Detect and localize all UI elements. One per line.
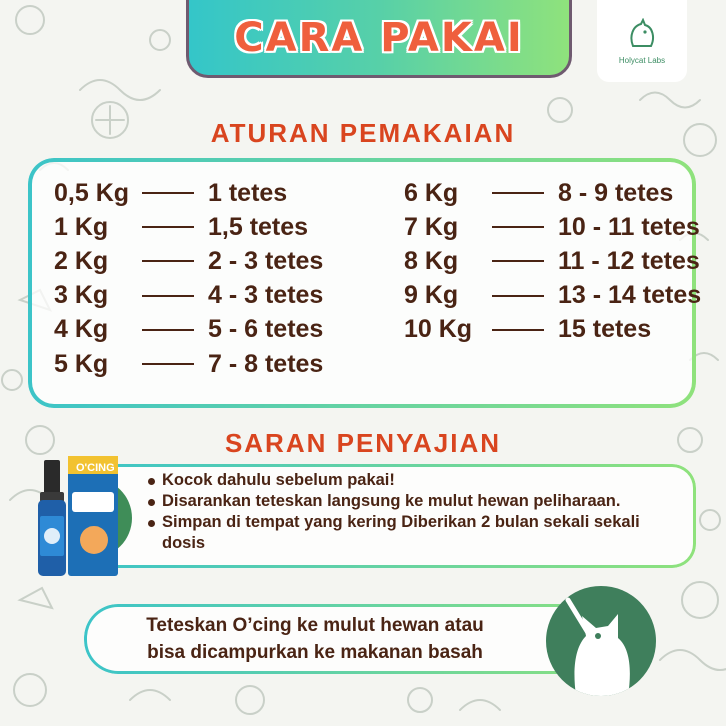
- dosage-weight: 10 Kg: [404, 315, 473, 344]
- dosage-drops: 1 tetes: [208, 178, 288, 207]
- brand-name: Holycat Labs: [618, 55, 666, 65]
- dosage-separator: [142, 329, 194, 331]
- dosage-row: [54, 244, 323, 278]
- brand-logo: [597, 0, 687, 82]
- dosage-drops: 4 - 3 tetes: [208, 281, 324, 310]
- dosage-separator: [142, 260, 194, 262]
- dosage-drops: 11 - 12 tetes: [558, 246, 700, 275]
- dosage-separator: [142, 295, 194, 297]
- dosage-weight: 8 Kg: [404, 246, 459, 275]
- dosage-weight: 2 Kg: [54, 246, 109, 275]
- header-banner: [186, 0, 572, 78]
- dosage-weight: 0,5 Kg: [54, 178, 130, 207]
- dosage-row: [404, 244, 701, 278]
- dosage-drops: 8 - 9 tetes: [558, 178, 674, 207]
- dosage-row: [54, 279, 323, 313]
- dosage-drops: 1,5 tetes: [208, 212, 309, 241]
- dosage-drops: 15 tetes: [558, 315, 652, 344]
- dosage-row: [54, 176, 323, 210]
- dosage-row: [404, 176, 701, 210]
- cat-logo-icon: [625, 18, 659, 52]
- dosage-separator: [492, 295, 544, 297]
- dosage-drops: 10 - 11 tetes: [558, 212, 700, 241]
- dosage-drops: 5 - 6 tetes: [208, 315, 324, 344]
- dosage-row: [54, 347, 323, 381]
- dosage-separator: [492, 192, 544, 194]
- dosage-row: [404, 210, 701, 244]
- list-item: Simpan di tempat yang kering Diberikan 2 bulan sekali sekali dosis: [146, 512, 686, 554]
- usage-note-line1: Teteskan O’cing ke mulut hewan atau: [146, 615, 484, 636]
- dosage-separator: [142, 226, 194, 228]
- dosage-separator: [492, 260, 544, 262]
- dosage-row: [404, 279, 701, 313]
- page-title: CARA PAKAI: [234, 15, 524, 61]
- cat-drinking-icon: [546, 586, 656, 696]
- list-item: Disarankan teteskan langsung ke mulut hewan peliharaan.: [146, 491, 686, 512]
- dosage-separator: [142, 363, 194, 365]
- cat-illustration: [546, 586, 656, 696]
- dosage-drops: 7 - 8 tetes: [208, 349, 324, 378]
- dosage-weight: 1 Kg: [54, 212, 109, 241]
- serving-list: [146, 470, 686, 554]
- product-name: O'CING: [76, 462, 115, 474]
- dosage-drops: 2 - 3 tetes: [208, 246, 324, 275]
- list-item: Kocok dahulu sebelum pakai!: [146, 470, 686, 491]
- dosage-row: [54, 313, 323, 347]
- dosage-weight: 9 Kg: [404, 281, 459, 310]
- dosage-weight: 7 Kg: [404, 212, 459, 241]
- rules-title: ATURAN PEMAKAIAN: [210, 118, 516, 148]
- usage-note: [100, 612, 530, 666]
- dosage-weight: 6 Kg: [404, 178, 459, 207]
- dosage-row: [404, 313, 701, 347]
- dosage-weight: 3 Kg: [54, 281, 109, 310]
- serving-title: SARAN PENYAJIAN: [224, 428, 502, 458]
- dosage-weight: 5 Kg: [54, 349, 109, 378]
- dosage-separator: [142, 192, 194, 194]
- dosage-drops: 13 - 14 tetes: [558, 281, 702, 310]
- dosage-separator: [492, 329, 544, 331]
- dosage-weight: 4 Kg: [54, 315, 109, 344]
- dosage-row: [54, 210, 323, 244]
- usage-note-line2: bisa dicampurkan ke makanan basah: [147, 642, 483, 663]
- dosage-column-left: [54, 176, 323, 381]
- dosage-column-right: [404, 176, 701, 347]
- dosage-separator: [492, 226, 544, 228]
